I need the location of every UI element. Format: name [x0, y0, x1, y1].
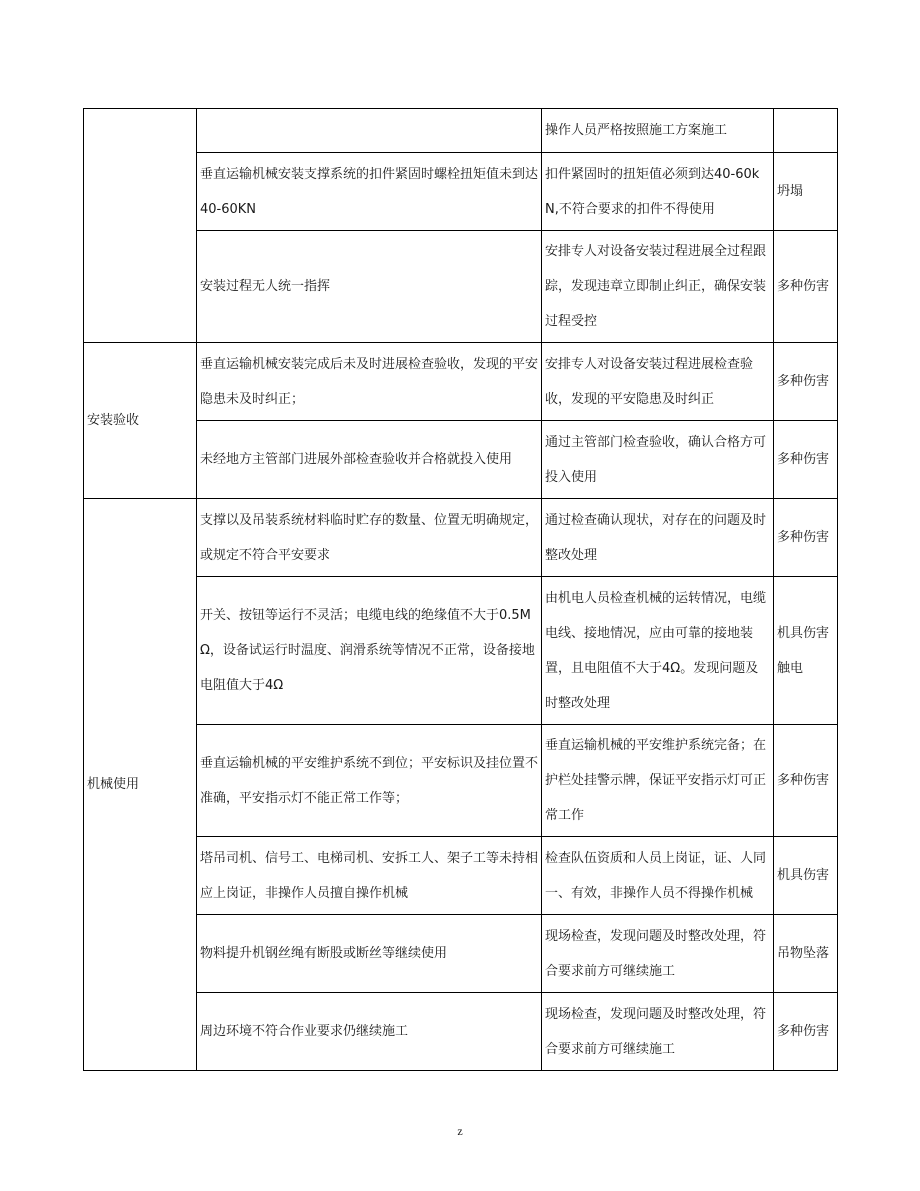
- hazard-cell: 周边环境不符合作业要求仍继续施工: [197, 993, 542, 1071]
- hazard-cell: 未经地方主管部门进展外部检查验收并合格就投入使用: [197, 421, 542, 499]
- table-row: [84, 231, 838, 343]
- measure-cell: 通过主管部门检查验收，确认合格方可投入使用: [542, 421, 774, 499]
- measure-cell: 检查队伍资质和人员上岗证，证、人同一、有效，非操作人员不得操作机械: [542, 837, 774, 915]
- table-row: [84, 915, 838, 993]
- measure-cell: 操作人员严格按照施工方案施工: [542, 109, 774, 153]
- table-row: [84, 421, 838, 499]
- table-row: [84, 725, 838, 837]
- accident-type-cell: 多种伤害: [774, 993, 838, 1071]
- hazard-cell: 支撑以及吊装系统材料临时贮存的数量、位置无明确规定，或规定不符合平安要求: [197, 499, 542, 577]
- table-row: [84, 343, 838, 421]
- stage-cell: [84, 109, 197, 343]
- hazard-control-table: [83, 108, 838, 1071]
- accident-type-cell: 多种伤害: [774, 421, 838, 499]
- accident-type-cell: 多种伤害: [774, 499, 838, 577]
- table-row: [84, 109, 838, 153]
- hazard-cell: 开关、按钮等运行不灵活；电缆电线的绝缘值不大于0.5MΩ，设备试运行时温度、润滑系统等情况不正常，设备接地电阻值大于4Ω: [197, 577, 542, 725]
- table-row: [84, 499, 838, 577]
- accident-type-cell: [774, 109, 838, 153]
- accident-type-cell: 多种伤害: [774, 343, 838, 421]
- measure-cell: 通过检查确认现状，对存在的问题及时整改处理: [542, 499, 774, 577]
- accident-type-cell: 机具伤害触电: [774, 577, 838, 725]
- measure-cell: 安排专人对设备安装过程进展全过程跟踪，发现违章立即制止纠正，确保安装过程受控: [542, 231, 774, 343]
- accident-type-cell: 多种伤害: [774, 725, 838, 837]
- accident-type-cell: 机具伤害: [774, 837, 838, 915]
- hazard-cell: 垂直运输机械安装支撑系统的扣件紧固时螺栓扭矩值未到达40-60KN: [197, 153, 542, 231]
- measure-cell: 现场检查，发现问题及时整改处理，符合要求前方可继续施工: [542, 915, 774, 993]
- stage-cell: 机械使用: [84, 499, 197, 1071]
- accident-type-cell: 坍塌: [774, 153, 838, 231]
- measure-cell: 垂直运输机械的平安维护系统完备；在护栏处挂警示牌，保证平安指示灯可正常工作: [542, 725, 774, 837]
- hazard-cell: [197, 109, 542, 153]
- hazard-cell: 垂直运输机械的平安维护系统不到位；平安标识及挂位置不准确，平安指示灯不能正常工作等；: [197, 725, 542, 837]
- measure-cell: 现场检查，发现问题及时整改处理，符合要求前方可继续施工: [542, 993, 774, 1071]
- table-row: [84, 837, 838, 915]
- stage-cell: 安装验收: [84, 343, 197, 499]
- table-row: [84, 153, 838, 231]
- measure-cell: 安排专人对设备安装过程进展检查验收，发现的平安隐患及时纠正: [542, 343, 774, 421]
- hazard-cell: 安装过程无人统一指挥: [197, 231, 542, 343]
- accident-type-cell: 多种伤害: [774, 231, 838, 343]
- table-row: [84, 577, 838, 725]
- page-footer-mark: z: [457, 1124, 463, 1138]
- measure-cell: 扣件紧固时的扭矩值必须到达40-60kN,不符合要求的扣件不得使用: [542, 153, 774, 231]
- hazard-cell: 垂直运输机械安装完成后未及时进展检查验收，发现的平安隐患未及时纠正；: [197, 343, 542, 421]
- hazard-cell: 物料提升机钢丝绳有断股或断丝等继续使用: [197, 915, 542, 993]
- measure-cell: 由机电人员检查机械的运转情况，电缆电线、接地情况，应由可靠的接地装置，且电阻值不大于4Ω。发现问题及时整改处理: [542, 577, 774, 725]
- table-row: [84, 993, 838, 1071]
- accident-type-cell: 吊物坠落: [774, 915, 838, 993]
- hazard-cell: 塔吊司机、信号工、电梯司机、安拆工人、架子工等未持相应上岗证，非操作人员擅自操作机械: [197, 837, 542, 915]
